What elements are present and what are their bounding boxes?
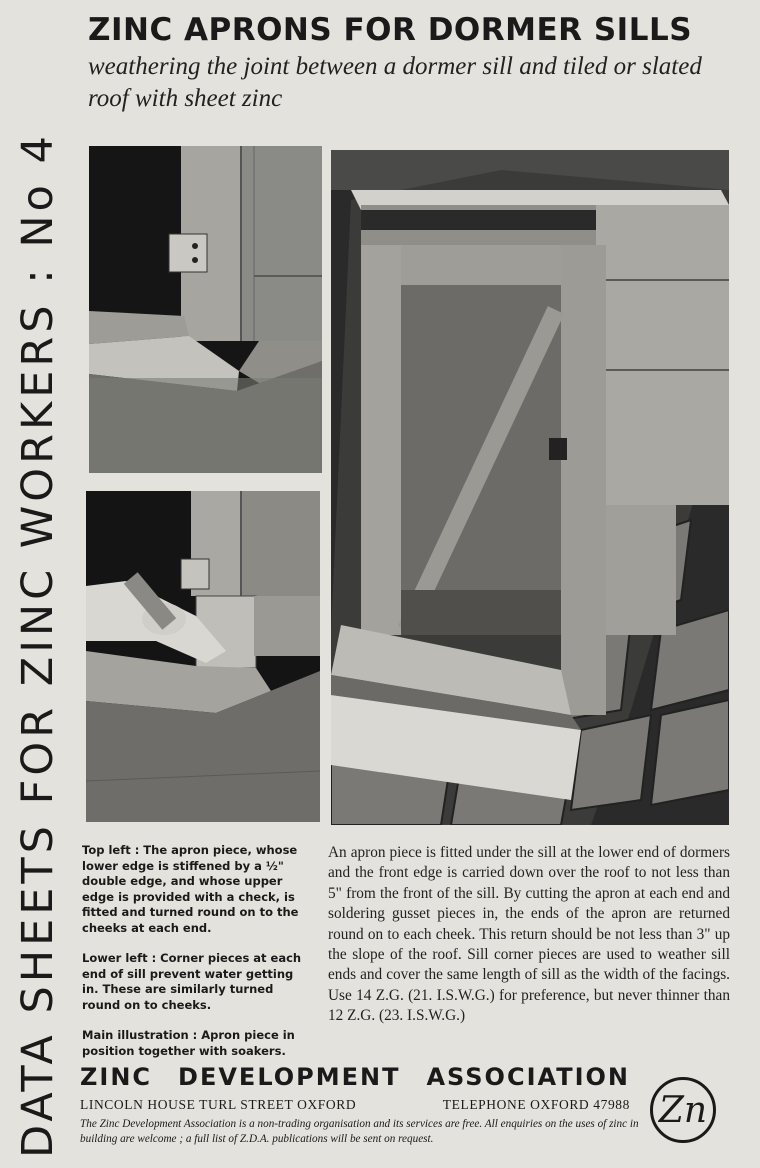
telephone: TELEPHONE OXFORD 47988 xyxy=(442,1097,630,1112)
caption-block xyxy=(82,843,312,1074)
org-word-association: ASSOCIATION xyxy=(426,1063,630,1091)
footer-note: The Zinc Development Association is a non-trading organisation and its services are free. All enquiries on the uses of zinc in building are welcome ; a full list of Z.D.A. publications will be sent on request. xyxy=(80,1118,639,1145)
photo-bottom-left xyxy=(86,491,320,822)
caption-top-left: Top left : The apron piece, whose lower edge is stiffened by a ½" double edge, and whose upper edge is provided with a check, is fitted and turned round on to the cheeks at each end. xyxy=(82,843,299,935)
body-paragraph: An apron piece is fitted under the sill at the lower end of dormers and the front edge is carried down over the roof to not less than 5" from the front of the sill. By cutting the apron at each end and soldering gusset pieces in, the ends of the apron are returned round on to each cheek. This return should be not less than 3" up the slope of the roof. Sill corner pieces are used to weather sill ends and cover the same length of sill as the width of the facings. Use 14 Z.G. (21. I.S.W.G.) for preference, but never thinner than 12 Z.G. (23. I.S.W.G.) xyxy=(328,844,730,1025)
photo-top-left xyxy=(89,146,322,473)
series-title-vertical: DATA SHEETS FOR ZINC WORKERS : No 4 xyxy=(13,132,63,1158)
photo-main-dormer xyxy=(331,150,729,825)
organisation-name xyxy=(80,1063,630,1091)
zn-logo: Zn xyxy=(650,1077,716,1143)
address: LINCOLN HOUSE TURL STREET OXFORD xyxy=(80,1097,357,1112)
caption-main-illustration: Main illustration : Apron piece in position together with soakers. xyxy=(82,1028,295,1058)
caption-lower-left: Lower left : Corner pieces at each end of sill prevent water getting in. These are similarly turned round on to cheeks. xyxy=(82,951,302,1012)
contact-line xyxy=(80,1097,630,1113)
page-subtitle: weathering the joint between a dormer sill and tiled or slated roof with sheet zinc xyxy=(88,53,702,112)
page-title: ZINC APRONS FOR DORMER SILLS xyxy=(88,12,693,48)
org-word-zinc: ZINC xyxy=(80,1063,153,1091)
org-word-development: DEVELOPMENT xyxy=(178,1063,401,1091)
